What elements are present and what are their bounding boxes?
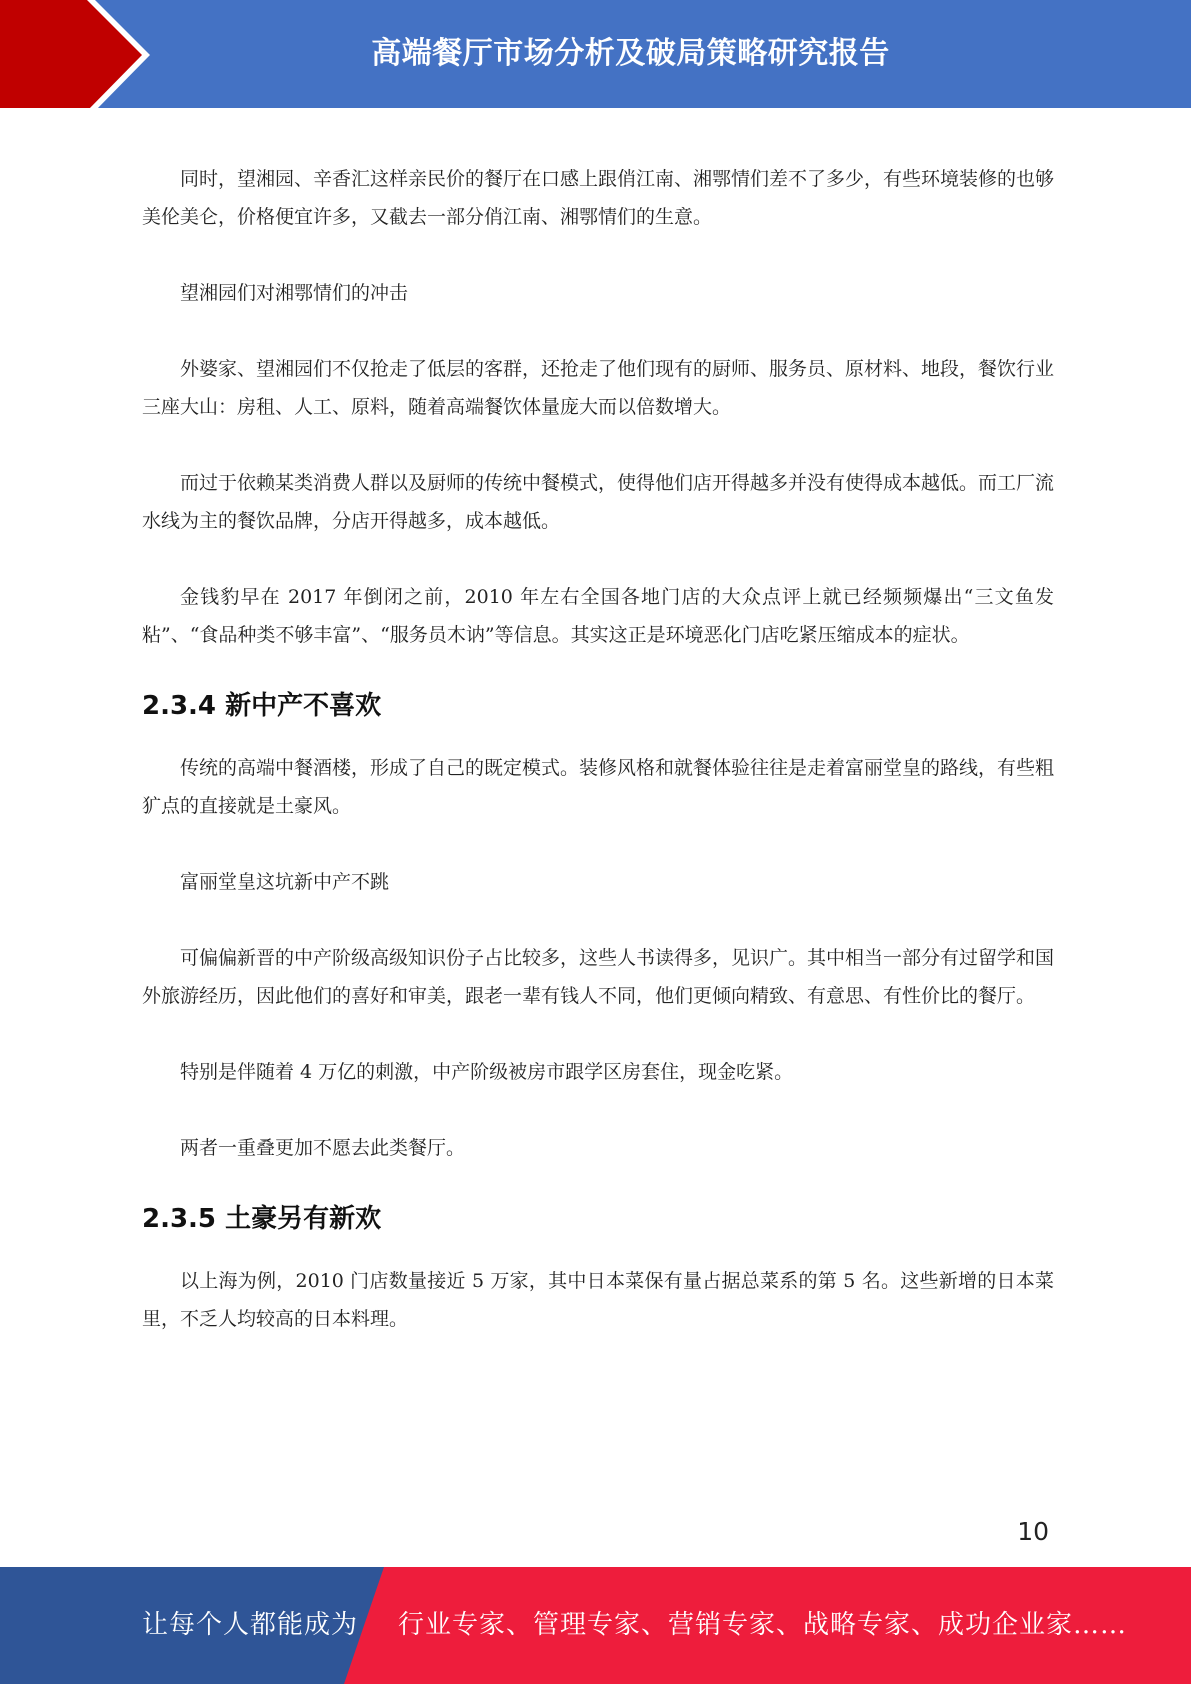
footer-slogan-left: 让每个人都能成为 (142, 1610, 359, 1640)
document-body (142, 160, 1054, 1338)
body-paragraph: 富丽堂皇这坑新中产不跳 (180, 871, 390, 893)
report-title: 高端餐厅市场分析及破局策略研究报告 (371, 36, 890, 71)
paragraph-spacer (142, 825, 1054, 863)
paragraph-spacer (142, 1167, 1054, 1187)
body-paragraph: 以上海为例，2010 门店数量接近 5 万家，其中日本菜保有量占据总菜系的第 5 名。这些新增的日本菜里，不乏人均较高的日本料理。 (142, 1270, 1054, 1330)
paragraph-spacer (142, 1091, 1054, 1129)
body-paragraph: 传统的高端中餐酒楼，形成了自己的既定模式。装修风格和就餐体验往往是走着富丽堂皇的路线，有些粗犷点的直接就是土豪风。 (142, 757, 1055, 817)
paragraph-spacer (142, 654, 1054, 674)
paragraph-spacer (142, 236, 1054, 274)
body-paragraph: 可偏偏新晋的中产阶级高级知识份子占比较多，这些人书读得多，见识广。其中相当一部分有过留学和国外旅游经历，因此他们的喜好和审美，跟老一辈有钱人不同，他们更倾向精致、有意思、有性价比的餐厅。 (142, 947, 1055, 1007)
body-paragraph: 同时，望湘园、辛香汇这样亲民价的餐厅在口感上跟俏江南、湘鄂情们差不了多少，有些环境装修的也够美伦美仑，价格便宜许多，又截去一部分俏江南、湘鄂情们的生意。 (142, 168, 1055, 228)
page-number: 10 (1017, 1517, 1049, 1546)
section-heading: 2.3.4 新中产不喜欢 (142, 691, 382, 721)
paragraph-spacer (142, 901, 1054, 939)
body-paragraph: 两者一重叠更加不愿去此类餐厅。 (180, 1137, 466, 1159)
section-heading: 2.3.5 土豪另有新欢 (142, 1204, 382, 1234)
body-paragraph: 特别是伴随着 4 万亿的刺激，中产阶级被房市跟学区房套住，现金吃紧。 (180, 1061, 794, 1083)
paragraph-spacer (142, 426, 1054, 464)
paragraph-spacer (142, 1015, 1054, 1053)
page-header (0, 0, 1191, 111)
paragraph-spacer (142, 540, 1054, 578)
body-paragraph: 金钱豹早在 2017 年倒闭之前，2010 年左右全国各地门店的大众点评上就已经频频爆出“三文鱼发粘”、“食品种类不够丰富”、“服务员木讷”等信息。其实这正是环境恶化门店吃紧压缩成本的症状。 (142, 586, 1054, 646)
body-paragraph: 而过于依赖某类消费人群以及厨师的传统中餐模式，使得他们店开得越多并没有使得成本越低。而工厂流水线为主的餐饮品牌，分店开得越多，成本越低。 (142, 472, 1055, 532)
body-paragraph: 外婆家、望湘园们不仅抢走了低层的客群，还抢走了他们现有的厨师、服务员、原材料、地段，餐饮行业三座大山：房租、人工、原料，随着高端餐饮体量庞大而以倍数增大。 (142, 358, 1055, 418)
footer-slogan-right: 行业专家、管理专家、营销专家、战略专家、成功企业家…… (398, 1610, 1128, 1640)
page-footer (0, 1567, 1191, 1684)
body-paragraph: 望湘园们对湘鄂情们的冲击 (180, 282, 409, 304)
paragraph-spacer (142, 312, 1054, 350)
